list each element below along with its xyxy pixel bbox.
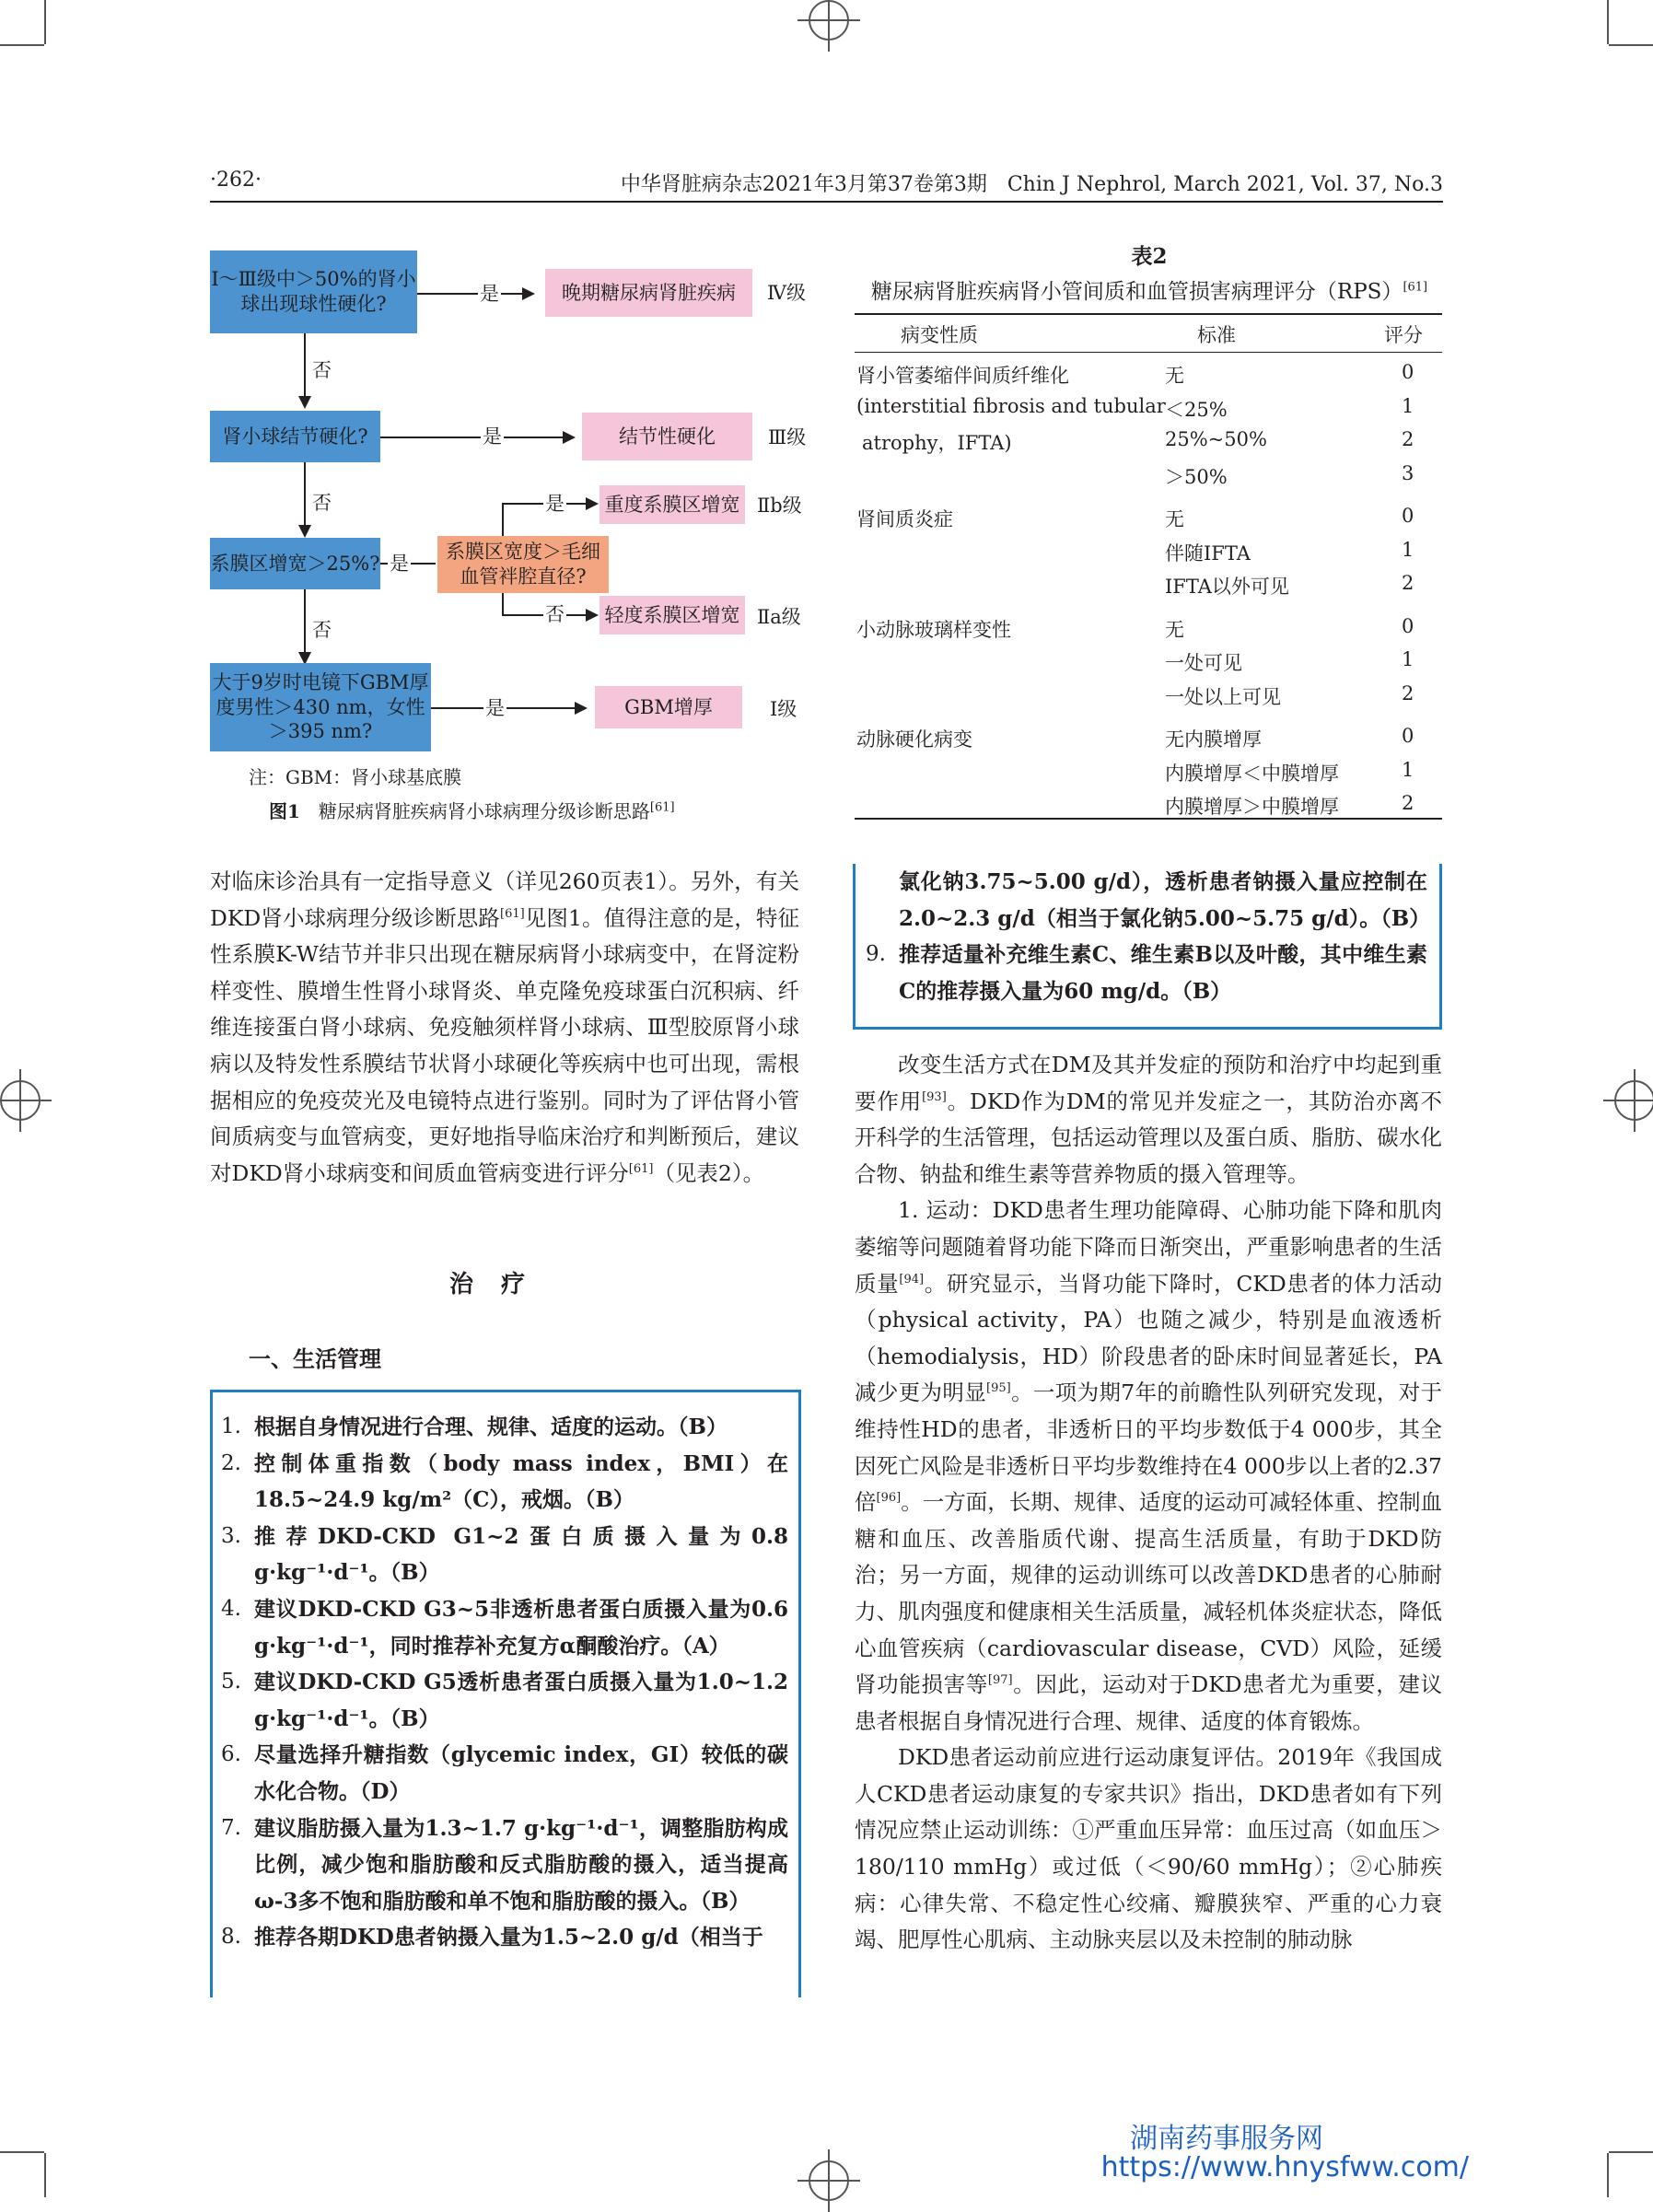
text: 。研究显示，当肾功能下降时，CKD患者的体力活动（physical activity，PA）也随之减少，特别是血液透析（hemodialysis，HD）阶段患者的卧床时间显著延长，PA减少更为明显 xyxy=(855,1270,1442,1406)
header-rule xyxy=(210,201,1443,203)
table-cell-score: 1 xyxy=(1402,538,1414,561)
recommendation-text: 推荐各期DKD患者钠摄入量为1.5~2.0 g/d（相当于 xyxy=(254,1925,763,1950)
journal-header: 中华肾脏病杂志2021年3月第37卷第3期 Chin J Nephrol, March 2021, Vol. 37, No.3 xyxy=(620,173,1443,196)
recommendation-text: 推荐DKD-CKD G1~2蛋白质摄入量为0.8 g·kg⁻¹·d⁻¹。（B） xyxy=(254,1523,788,1586)
flow-q3-box: 系膜区增宽＞25%? xyxy=(210,538,380,589)
table-cell-score: 0 xyxy=(1402,361,1414,383)
figure-caption xyxy=(269,797,675,823)
figure-note: 注：GBM：肾小球基底膜 xyxy=(249,766,462,788)
figure-caption-label: 图1 xyxy=(269,800,300,822)
recommendation-text: 建议DKD-CKD G5透析患者蛋白质摄入量为1.0~1.2 g·kg⁻¹·d⁻¹。（B） xyxy=(254,1670,788,1731)
subsection-title: 一、生活管理 xyxy=(249,1345,381,1372)
flow-yes-label: 是 xyxy=(388,549,411,576)
recommendation-text: 控制体重指数（body mass index，BMI）在18.5~24.9 kg/m²（C），戒烟。（B） xyxy=(254,1450,788,1513)
citation: [97] xyxy=(987,1673,1013,1688)
recommendation-number: 8. xyxy=(221,1925,241,1950)
citation: [96] xyxy=(876,1491,902,1506)
recommendation-text: 根据自身情况进行合理、规律、适度的运动。（B） xyxy=(254,1415,728,1439)
citation: [61] xyxy=(1403,280,1428,295)
crop-mark xyxy=(1609,2151,1653,2153)
table-caption xyxy=(856,239,1442,309)
recommendation-text: 建议DKD-CKD G3~5非透析患者蛋白质摄入量为0.6 g·kg⁻¹·d⁻¹，同时推荐补充复方α酮酸治疗。（A） xyxy=(254,1596,788,1659)
flow-yes-label: 是 xyxy=(543,489,566,517)
recommendation-text: 推荐适量补充维生素C、维生素B以及叶酸，其中维生素C的推荐摄入量为60 mg/d。（B） xyxy=(899,942,1427,1004)
flow-yes-label: 是 xyxy=(483,693,506,721)
watermark-url[interactable]: https://www.hnysfww.com/ xyxy=(1100,2151,1469,2183)
crop-mark xyxy=(1609,44,1653,46)
table-cell-score: 3 xyxy=(1402,461,1414,484)
citation: [61] xyxy=(500,906,525,921)
crop-mark xyxy=(0,2151,44,2153)
table-cell-lesion: 肾小管萎缩伴间质纤维化 xyxy=(856,365,1069,387)
recommendation-number: 5. xyxy=(221,1670,241,1694)
flow-yes-label: 是 xyxy=(478,279,501,307)
table-cell-criterion: ＜25% xyxy=(1165,398,1228,421)
table-cell-score: 0 xyxy=(1402,505,1414,527)
flow-result-4: GBM增厚 xyxy=(595,686,742,728)
text: DKD患者运动前应进行运动康复评估。2019年《我国成人CKD患者运动康复的专家共识》指出，DKD患者如有下列情况应禁止运动训练：①严重血压异常：血压过高（如血压＞180/110 mmHg）或过低（＜90/60 mmHg）；②心肺疾病：心律失常、不稳定性心绞痛、瓣膜狭窄、严重的心力衰竭、肥厚性心肌病、主动脉夹层以及未控制的肺动脉 xyxy=(855,1744,1442,1953)
registration-mark xyxy=(1614,1080,1653,1121)
table-cell-lesion: 小动脉玻璃样变性 xyxy=(856,618,1011,641)
registration-mark xyxy=(809,0,849,41)
recommendation-item xyxy=(221,1664,788,1737)
recommendation-item xyxy=(866,937,1427,1009)
table-header-score: 评分 xyxy=(1384,324,1423,346)
flow-no-label: 否 xyxy=(310,615,333,643)
text: 1. 运动：DKD患者生理功能障碍、心肺功能下降和肌肉萎缩等问题随着肾功能下降而日渐突出，严重影响患者的生活质量 xyxy=(855,1197,1442,1297)
recommendation-number: 9. xyxy=(866,942,886,967)
citation: [95] xyxy=(986,1381,1011,1396)
recommendation-item xyxy=(866,864,1431,937)
recommendation-item xyxy=(221,1519,788,1591)
right-paragraphs xyxy=(855,1047,1442,1959)
citation: [61] xyxy=(649,800,675,815)
citation: [93] xyxy=(922,1089,947,1104)
table-title: 糖尿病肾脏疾病肾小管间质和血管损害病理评分（RPS） xyxy=(870,280,1403,304)
crop-mark xyxy=(44,2153,46,2197)
recommendation-number: 6. xyxy=(221,1742,241,1767)
flow-grade-3: Ⅲ级 xyxy=(768,426,807,448)
text: 对临床诊治具有一定指导意义（详见260页表1）。另外，有关DKD肾小球病理分级诊断思路 xyxy=(210,868,799,931)
table-top-rule xyxy=(855,313,1442,315)
table-cell-criterion: 内膜增厚＜中膜增厚 xyxy=(1165,762,1339,785)
citation: [61] xyxy=(628,1161,654,1176)
flow-yes-label: 是 xyxy=(481,422,504,449)
recommendation-list-continued xyxy=(866,864,1431,1009)
recommendation-number: 3. xyxy=(221,1523,241,1548)
table-cell-lesion: 动脉硬化病变 xyxy=(856,728,972,751)
recommendation-item xyxy=(221,1810,788,1920)
table-cell-criterion: 一处可见 xyxy=(1165,652,1242,674)
flow-q2-box: 肾小球结节硬化? xyxy=(210,411,380,462)
table-cell-score: 0 xyxy=(1402,614,1414,637)
flow-result-3a: 重度系膜区增宽 xyxy=(600,485,745,524)
recommendation-number: 1. xyxy=(221,1415,241,1438)
table-cell-score: 0 xyxy=(1402,725,1414,747)
table-cell-criterion: IFTA以外可见 xyxy=(1165,576,1289,598)
text: 见图1。值得注意的是，特征性系膜K-W结节并非只出现在糖尿病肾小球病变中，在肾淀粉样变性、膜增生性肾小球肾炎、单克隆免疫球蛋白沉积病、纤维连接蛋白肾小球病、免疫触须样肾小球病、Ⅲ型胶原肾小球病以及特发性系膜结节状肾小球硬化等疾病中也可出现，需根据相应的免疫荧光及电镜特点进行鉴别。同时为了评估肾小管间质病变与血管病变，更好地指导临床治疗和判断预后，建议对DKD肾小球病变和间质血管病变进行评分 xyxy=(210,904,799,1186)
flow-result-3b: 轻度系膜区增宽 xyxy=(600,596,745,634)
recommendation-item xyxy=(221,1591,788,1664)
table-header-lesion: 病变性质 xyxy=(901,324,978,346)
text: 改变生活方式在DM及其并发症的预防和治疗中均起到重要作用 xyxy=(855,1052,1442,1114)
text: 。一方面，长期、规律、适度的运动可减轻体重、控制血糖和血压、改善脂质代谢、提高生活质量，有助于DKD防治；另一方面，规律的运动训练可以改善DKD患者的心肺耐力、肌肉强度和健康相关生活质量，减轻机体炎症状态，降低心血管疾病（cardiovascular disease，CVD）风险，延缓肾功能损害等 xyxy=(855,1489,1443,1698)
table-cell-score: 2 xyxy=(1402,428,1414,450)
table-cell-criterion: 伴随IFTA xyxy=(1165,541,1251,565)
table-cell-score: 2 xyxy=(1402,792,1414,814)
table-cell-criterion: 内膜增厚＞中膜增厚 xyxy=(1165,796,1339,818)
figure-caption-text: 糖尿病肾脏疾病肾小球病理分级诊断思路 xyxy=(318,800,650,822)
recommendation-number: 2. xyxy=(221,1450,241,1475)
registration-mark xyxy=(0,1080,41,1121)
recommendation-list xyxy=(221,1409,788,1956)
crop-mark xyxy=(1607,2153,1609,2197)
table-cell-lesion: (interstitial fibrosis and tubular xyxy=(856,394,1166,417)
table-cell-score: 1 xyxy=(1402,758,1414,781)
table-cell-lesion: 肾间质炎症 xyxy=(856,508,953,530)
table-header-criterion: 标准 xyxy=(1197,324,1236,346)
table-cell-lesion: atrophy，IFTA) xyxy=(862,432,1012,454)
crop-mark xyxy=(0,44,44,46)
recommendation-item xyxy=(221,1737,788,1810)
flow-q1-box: Ⅰ～Ⅲ级中＞50%的肾小球出现球性硬化? xyxy=(210,250,417,333)
page-number: ·262· xyxy=(210,169,262,192)
left-paragraph xyxy=(210,864,799,1192)
table-cell-criterion: ＞50% xyxy=(1165,465,1228,488)
table-cell-criterion: 无 xyxy=(1165,618,1184,641)
table-bottom-rule xyxy=(855,818,1442,820)
recommendation-item xyxy=(221,1446,788,1519)
recommendation-text: 建议脂肪摄入量为1.3~1.7 g·kg⁻¹·d⁻¹，调整脂肪构成比例，减少饱和脂肪酸和反式脂肪酸的摄入，适当提高ω-3多不饱和脂肪酸和单不饱和脂肪酸的摄入。（B） xyxy=(254,1815,788,1914)
recommendation-item xyxy=(221,1919,788,1956)
table-cell-criterion: 一处以上可见 xyxy=(1165,685,1281,708)
text: （见表2）。 xyxy=(653,1159,765,1186)
table-cell-score: 2 xyxy=(1402,681,1414,704)
text: 。因此，运动对于DKD患者尤为重要，建议患者根据自身情况进行合理、规律、适度的体育锻炼。 xyxy=(855,1671,1442,1734)
recommendation-number: 4. xyxy=(221,1596,241,1621)
recommendation-item xyxy=(221,1409,788,1446)
flow-grade-2a: Ⅱa级 xyxy=(757,606,801,628)
flow-q3b-box: 系膜区宽度＞毛细血管袢腔直径? xyxy=(437,536,609,593)
table-label: 表2 xyxy=(1131,244,1168,269)
watermark-name: 湖南药事服务网 xyxy=(1130,2123,1323,2155)
text: 。一项为期7年的前瞻性队列研究发现，对于维持性HD的患者，非透析日的平均步数低于4 000步，其全因死亡风险是非透析日平均步数维持在4 000步以上者的2.37倍 xyxy=(855,1380,1443,1516)
flow-grade-2b: Ⅱb级 xyxy=(757,495,802,517)
table-cell-criterion: 无内膜增厚 xyxy=(1165,728,1262,751)
flow-q4-box: 大于9岁时电镜下GBM厚度男性＞430 nm，女性＞395 nm? xyxy=(210,663,431,751)
crop-mark xyxy=(1607,0,1609,44)
table-cell-criterion: 无 xyxy=(1165,365,1184,387)
flow-grade-4: Ⅳ级 xyxy=(767,282,806,304)
crop-mark xyxy=(44,0,46,44)
flow-result-2: 结节性硬化 xyxy=(582,413,752,460)
table-header-rule xyxy=(855,352,1442,353)
flow-no-label: 否 xyxy=(543,600,566,627)
registration-mark xyxy=(809,2160,849,2201)
table-cell-criterion: 25%~50% xyxy=(1165,428,1267,450)
flow-result-1: 晚期糖尿病肾脏疾病 xyxy=(545,269,752,317)
recommendation-text: 尽量选择升糖指数（glycemic index，GI）较低的碳水化合物。（D） xyxy=(254,1742,788,1804)
citation: [94] xyxy=(899,1272,925,1286)
flow-no-label: 否 xyxy=(310,488,333,516)
recommendation-number: 7. xyxy=(221,1815,241,1840)
section-title: 治疗 xyxy=(449,1271,553,1298)
flow-no-label: 否 xyxy=(310,355,333,383)
recommendation-text: 氯化钠3.75~5.00 g/d），透析患者钠摄入量应控制在2.0~2.3 g/d（相当于氯化钠5.00~5.75 g/d）。（B） xyxy=(899,869,1431,931)
table-cell-criterion: 无 xyxy=(1165,508,1184,530)
text: 。DKD作为DM的常见并发症之一，其防治亦离不开科学的生活管理，包括运动管理以及蛋白质、脂肪、碳水化合物、钠盐和维生素等营养物质的摄入管理等。 xyxy=(855,1088,1442,1187)
table-cell-score: 1 xyxy=(1402,394,1414,417)
table-cell-score: 1 xyxy=(1402,648,1414,670)
flow-grade-1: Ⅰ级 xyxy=(770,698,797,720)
table-cell-score: 2 xyxy=(1402,572,1414,594)
